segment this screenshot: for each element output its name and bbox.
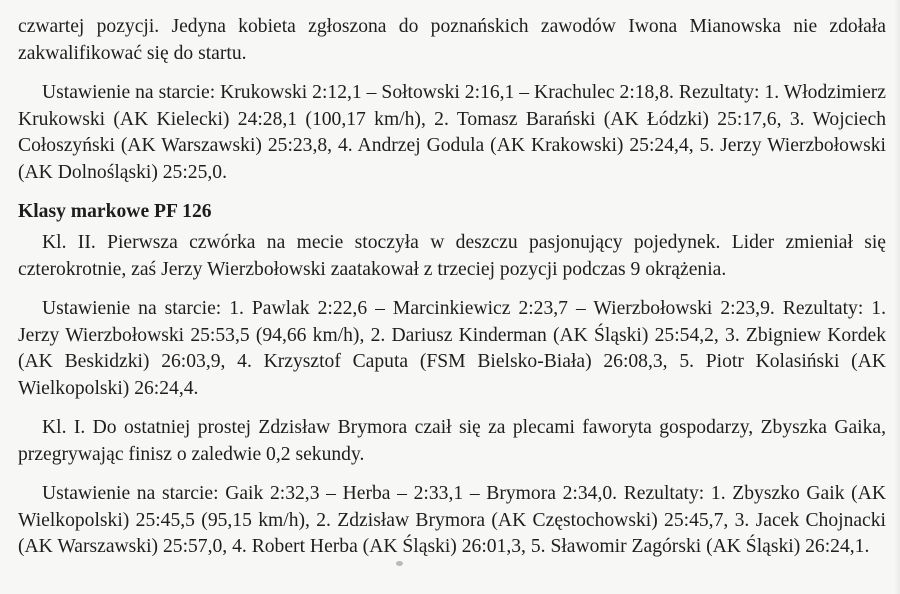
paragraph-continuation: czwartej pozycji. Jedyna kobieta zgłoszona do poznańskich zawodów Iwona Mianowska nie zdołała zakwalifikować się do startu.: [18, 16, 886, 64]
paragraph-class-i-report: Kl. I. Do ostatniej prostej Zdzisław Brymora czaił się za plecami faworyta gospodarzy, Zbyszka Gaika, przegrywając finisz o zaledwie 0,2 sekundy.: [18, 417, 886, 465]
page-edge-shadow: [894, 0, 900, 594]
paragraph-class-ii-report: Kl. II. Pierwsza czwórka na mecie stoczyła w deszczu pasjonujący pojedynek. Lider zmieniał się czterokrotnie, zaś Jerzy Wierzbołowski zaatakował z trzeciej pozycji podczas 9 okrążenia.: [18, 232, 886, 280]
paragraph-class-ii-results: Ustawienie na starcie: 1. Pawlak 2:22,6 – Marcinkiewicz 2:23,7 – Wierzbołowski 2:23,9. Rezultaty: 1. Jerzy Wierzbołowski 25:53,5 (94,66 km/h), 2. Dariusz Kinderman (AK Śląski) 25:54,2, 3. Zbigniew Kordek (AK Beskidzki) 26:03,9, 4. Krzysztof Caputa (FSM Bielsko-Biała) 26:08,3, 5. Piotr Kolasiński (AK Wielkopolski) 26:24,4.: [18, 298, 886, 399]
print-smudge-mark: [396, 561, 403, 566]
paragraph-start-results-class-1: Ustawienie na starcie: Krukowski 2:12,1 – Sołtowski 2:16,1 – Krachulec 2:18,8. Rezultaty: 1. Włodzimierz Krukowski (AK Kielecki) 24:28,1 (100,17 km/h), 2. Tomasz Barański (AK Łódzki) 25:17,6, 3. Wojciech Cołoszyński (AK Warszawski) 25:23,8, 4. Andrzej Godula (AK Krakowski) 25:24,4, 5. Jerzy Wierzbołowski (AK Dolnośląski) 25:25,0.: [18, 82, 886, 183]
section-heading: Klasy markowe PF 126: [18, 201, 212, 222]
paragraph-class-i-results: Ustawienie na starcie: Gaik 2:32,3 – Herba – 2:33,1 – Brymora 2:34,0. Rezultaty: 1. Zbyszko Gaik (AK Wielkopolski) 25:45,5 (95,15 km/h), 2. Zdzisław Brymora (AK Częstochowski) 25:45,7, 3. Jacek Chojnacki (AK Warszawski) 25:57,0, 4. Robert Herba (AK Śląski) 26:01,3, 5. Sławomir Zagórski (AK Śląski) 26:24,1.: [18, 483, 886, 557]
